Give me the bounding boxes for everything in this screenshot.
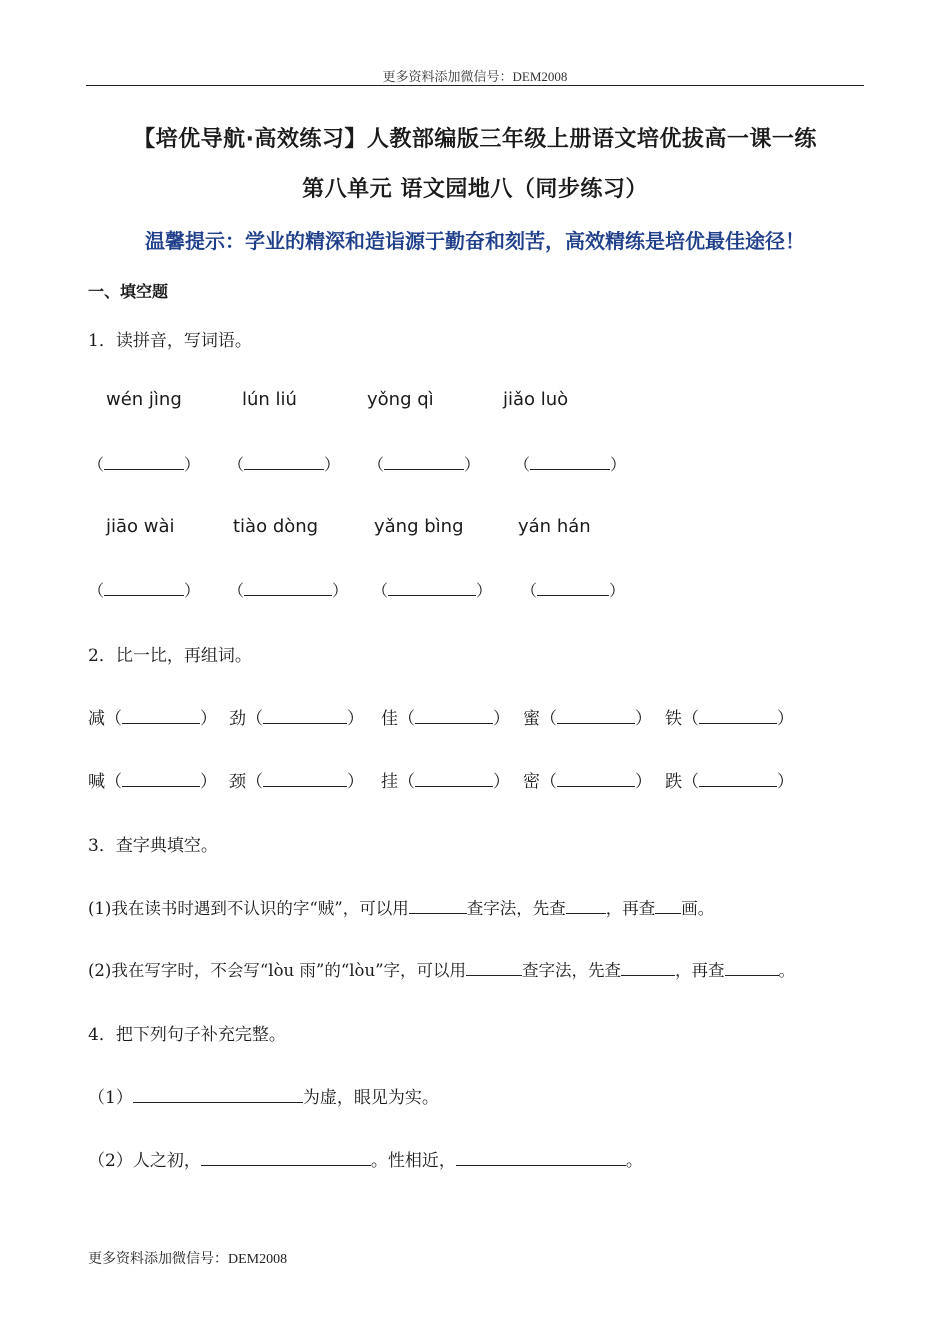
compare-item[interactable]: 密（ ） — [523, 772, 652, 792]
char: 喊 — [88, 772, 105, 792]
text: 。 — [625, 1151, 643, 1171]
text: 查字法，先查 — [522, 961, 622, 980]
pinyin-item: jiǎo luò — [503, 389, 569, 410]
doc-title: 【培优导航·高效练习】人教部编版三年级上册语文培优拔高一课一练 — [133, 127, 817, 152]
compare-item[interactable]: 颈（ ） — [229, 772, 364, 792]
compare-item[interactable]: 佳（ ） — [381, 709, 510, 729]
q4-sentence-2 — [88, 1146, 643, 1171]
answer-blank[interactable] — [655, 899, 681, 914]
text: (1)我在读书时遇到不认识的字“贼”，可以用 — [88, 899, 409, 918]
q1-prompt: 1．读拼音，写词语。 — [88, 331, 252, 351]
answer-blank[interactable]: （ ） — [88, 581, 201, 600]
compare-item[interactable]: 减（ ） — [88, 709, 217, 729]
char: 减 — [88, 709, 105, 729]
text: 。性相近， — [370, 1151, 456, 1171]
text: 画。 — [681, 899, 715, 918]
doc-subtitle: 第八单元 语文园地八（同步练习） — [302, 177, 648, 202]
compare-item[interactable]: 蜜（ ） — [523, 709, 652, 729]
answer-blank[interactable]: （ ） — [368, 455, 481, 474]
answer-blank[interactable] — [133, 1088, 303, 1103]
q3-prompt: 3．查字典填空。 — [88, 836, 218, 856]
text: （2）人之初， — [88, 1151, 201, 1171]
answer-blank[interactable] — [409, 899, 467, 914]
text: (2)我在写字时，不会写“lòu 雨”的“lòu”字，可以用 — [88, 961, 467, 980]
section-heading: 一、填空题 — [88, 282, 169, 301]
q3-sentence-1 — [88, 895, 714, 919]
answer-blank[interactable] — [201, 1151, 371, 1166]
answer-blank[interactable]: （ ） — [88, 455, 201, 474]
char: 劲 — [229, 709, 246, 729]
answer-blank[interactable]: （ ） — [228, 581, 349, 600]
answer-blank[interactable]: （ ） — [521, 581, 626, 600]
text: 为虚，眼见为实。 — [302, 1088, 439, 1108]
q2-prompt: 2．比一比，再组词。 — [88, 646, 252, 666]
q4-prompt: 4．把下列句子补充完整。 — [88, 1025, 286, 1045]
answer-blank[interactable] — [566, 899, 606, 914]
compare-item[interactable]: 劲（ ） — [229, 709, 364, 729]
pinyin-item: yǒng qì — [367, 389, 434, 410]
answer-blank[interactable]: （ ） — [372, 581, 493, 600]
text: ，再查 — [605, 899, 656, 918]
char: 挂 — [381, 772, 398, 792]
page-header: 更多资料添加微信号：DEM2008 — [382, 69, 568, 84]
char: 蜜 — [523, 709, 540, 729]
compare-item[interactable]: 铁（ ） — [665, 709, 794, 729]
answer-blank[interactable] — [725, 961, 779, 976]
char: 跌 — [665, 772, 682, 792]
text: 。 — [778, 961, 796, 980]
pinyin-item: wén jìng — [106, 389, 182, 410]
char: 密 — [523, 772, 540, 792]
answer-blank[interactable]: （ ） — [514, 455, 627, 474]
text: （1） — [88, 1088, 133, 1108]
text: ，再查 — [675, 961, 725, 980]
char: 颈 — [229, 772, 246, 792]
pinyin-item: yán hán — [518, 516, 591, 537]
compare-item[interactable]: 喊（ ） — [88, 772, 217, 792]
char: 佳 — [381, 709, 398, 729]
header-divider — [86, 85, 864, 86]
q4-sentence-1 — [88, 1083, 439, 1108]
answer-blank[interactable] — [621, 961, 675, 976]
answer-blank[interactable] — [466, 961, 522, 976]
answer-blank[interactable]: （ ） — [228, 455, 341, 474]
char: 铁 — [665, 709, 682, 729]
page-footer: 更多资料添加微信号：DEM2008 — [88, 1252, 288, 1267]
pinyin-item: jiāo wài — [106, 516, 175, 537]
compare-item[interactable]: 跌（ ） — [665, 772, 794, 792]
pinyin-item: tiào dòng — [233, 516, 319, 537]
answer-blank[interactable] — [456, 1151, 626, 1166]
pinyin-item: lún liú — [242, 389, 297, 410]
tip-banner: 温馨提示：学业的精深和造诣源于勤奋和刻苦，高效精练是培优最佳途径！ — [145, 229, 805, 253]
q3-sentence-2 — [88, 957, 795, 981]
compare-item[interactable]: 挂（ ） — [381, 772, 510, 792]
pinyin-item: yǎng bìng — [374, 516, 464, 537]
text: 查字法，先查 — [466, 899, 566, 918]
